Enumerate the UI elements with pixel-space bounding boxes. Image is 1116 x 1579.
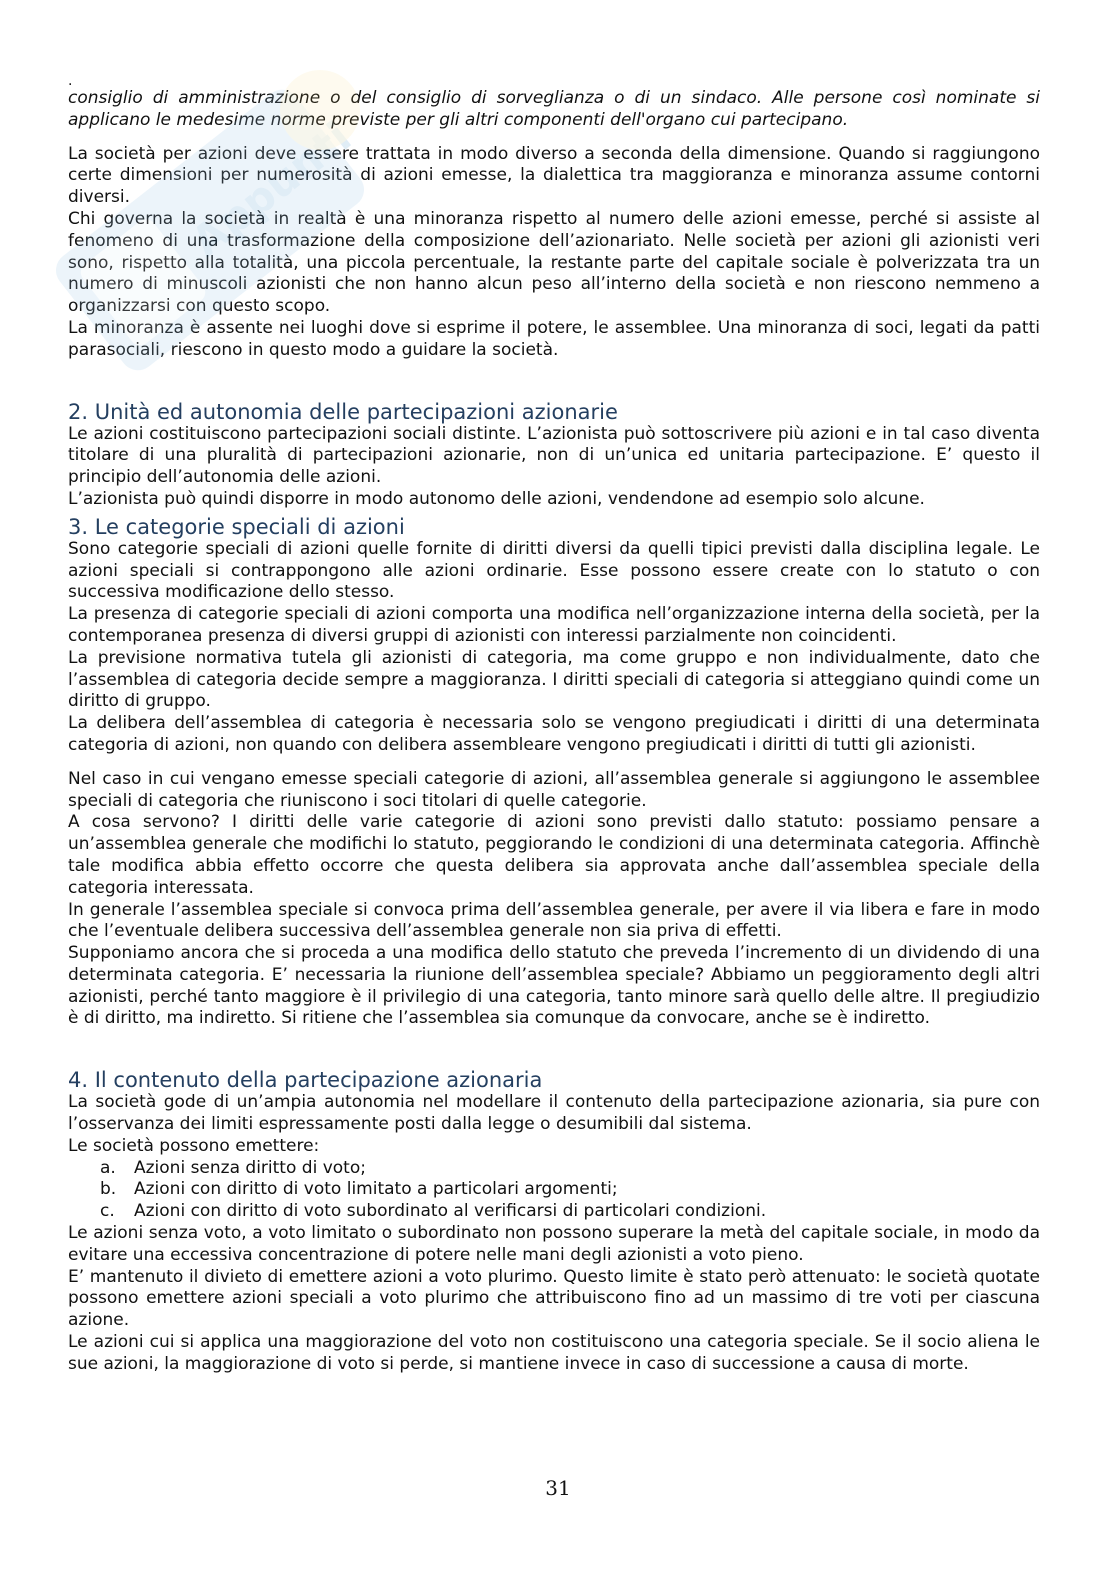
body-paragraph: Le azioni cui si applica una maggiorazione del voto non costituiscono una categoria speciale. Se il socio aliena le sue azioni, la maggiorazione di voto si perde, si mantiene invece in caso di successione a causa di morte. [68,1332,1040,1374]
body-paragraph: Supponiamo ancora che si proceda a una modifica dello statuto che preveda l’incremento di un dividendo di una determinata categoria. E’ necessaria la riunione dell’assemblea speciale? Abbiamo un peggioramento degli altri azionisti, perché tanto maggiore è il privilegio di una categoria, tanto minore sarà quello delle altre. Il pregiudizio è di diritto, ma indiretto. Si ritiene che l’assemblea sia comunque da convocare, anche se è indiretto. [68,943,1040,1029]
watermark-text: Appunti [182,112,361,266]
list-item-text: Azioni con diritto di voto subordinato al verificarsi di particolari condizioni. [134,1201,767,1222]
body-paragraph: Le azioni costituiscono partecipazioni sociali distinte. L’azionista può sottoscrivere più azioni e in tal caso diventa titolare di una pluralità di partecipazioni azionarie, non di un’unica ed unitaria partecipazione. E’ questo il principio dell’autonomia delle azioni. [68,423,1040,488]
list-item-text: Azioni con diritto di voto limitato a particolari argomenti; [134,1179,618,1200]
section-heading-2: 2. Unità ed autonomia delle partecipazioni azionarie [68,399,618,424]
body-paragraph: La previsione normativa tutela gli azionisti di categoria, ma come gruppo e non individualmente, dato che l’assemblea di categoria decide sempre a maggioranza. I diritti speciali di categoria si atteggiano quindi come un diritto di gruppo. [68,647,1040,712]
body-paragraph: L’azionista può quindi disporre in modo autonomo delle azioni, vendendone ad esempio solo alcune. [68,488,925,509]
top-marker: . [68,73,73,89]
list-item [100,1201,1040,1223]
section-heading-4: 4. Il contenuto della partecipazione azionaria [68,1068,543,1093]
body-paragraph: In generale l’assemblea speciale si convoca prima dell’assemblea generale, per avere il via libera e fare in modo che l’eventuale delibera successiva dell’assemblea generale non sia priva di effetti. [68,899,1040,942]
list-item-text: Azioni senza diritto di voto; [134,1157,366,1178]
intro-italic-paragraph: consiglio di amministrazione o del consiglio di sorveglianza o di un sindaco. Alle persone così nominate si applicano le medesime norme previste per gli altri componenti dell'organo cui partecipano. [68,88,1040,130]
list-item [100,1179,1040,1201]
body-paragraph: E’ mantenuto il divieto di emettere azioni a voto plurimo. Questo limite è stato però attenuato: le società quotate possono emettere azioni speciali a voto plurimo che attribuiscono fino ad un massimo di tre voti per ciascuna azione. [68,1266,1040,1331]
list-item [100,1158,1040,1180]
list-marker: c. [100,1201,115,1222]
list-marker: b. [100,1179,117,1200]
section3-block-b [68,769,1040,1031]
body-paragraph: Chi governa la società in realtà è una minoranza rispetto al numero delle azioni emesse, perché si assiste al fenomeno di una trasformazione della composizione dell’azionariato. Nelle società per azioni gli azionisti veri sono, rispetto alla totalità, una piccola percentuale, la restante parte del capitale sociale è polverizzata tra un numero di minuscoli azionisti che non hanno alcun peso all’interno della società e non riescono nemmeno a organizzarsi con questo scopo. [68,208,1040,317]
body-paragraph: Le società possono emettere: [68,1135,320,1156]
body-paragraph: Le azioni senza voto, a voto limitato o subordinato non possono superare la metà del capitale sociale, in modo da evitare una eccessiva concentrazione di potere nelle mani degli azionisti a voto pieno. [68,1223,1040,1265]
body-paragraph: La società per azioni deve essere trattata in modo diverso a seconda della dimensione. Quando si raggiungono certe dimensioni per numerosità di azioni emesse, la dialettica tra maggioranza e minoranza assume contorni diversi. [68,143,1040,208]
body-paragraph: La presenza di categorie speciali di azioni comporta una modifica nell’organizzazione interna della società, per la contemporanea presenza di diversi gruppi di azionisti con interessi parzialmente non coincidenti. [68,604,1040,646]
body-paragraph: La minoranza è assente nei luoghi dove si esprime il potere, le assemblee. Una minoranza di soci, legati da patti parasociali, riescono in questo modo a guidare la società. [68,317,1040,360]
page-number: 31 [545,1476,571,1500]
section-heading-3: 3. Le categorie speciali di azioni [68,514,405,539]
share-types-list [68,1158,1040,1223]
body-paragraph: La società gode di un’ampia autonomia nel modellare il contenuto della partecipazione azionaria, sia pure con l’osservanza dei limiti espressamente posti dalla legge o desumibili dal sistema. [68,1092,1040,1135]
body-paragraph: A cosa servono? I diritti delle varie categorie di azioni sono previsti dallo statuto: possiamo pensare a un’assemblea generale che modifichi lo statuto, peggiorando le condizioni di una determinata categoria. Affinchè tale modifica abbia effetto occorre che questa delibera sia approvata anche dall’assemblea speciale della categoria interessata. [68,812,1040,898]
list-marker: a. [100,1157,116,1178]
body-paragraph: La delibera dell’assemblea di categoria è necessaria solo se vengono pregiudicati i diritti di una determinata categoria di azioni, non quando con delibera assembleare vengono pregiudicati i diritti di tutti gli azionisti. [68,713,1040,755]
body-paragraph: Sono categorie speciali di azioni quelle fornite di diritti diversi da quelli tipici previsti dalla disciplina legale. Le azioni speciali si contrappongono alle azioni ordinarie. Esse possono essere create con lo statuto o con successiva modificazione dello stesso. [68,538,1040,603]
intro-block [68,144,1040,362]
body-paragraph: Nel caso in cui vengano emesse speciali categorie di azioni, all’assemblea generale si aggiungono le assemblee speciali di categoria che riuniscono i soci titolari di quelle categorie. [68,768,1040,811]
